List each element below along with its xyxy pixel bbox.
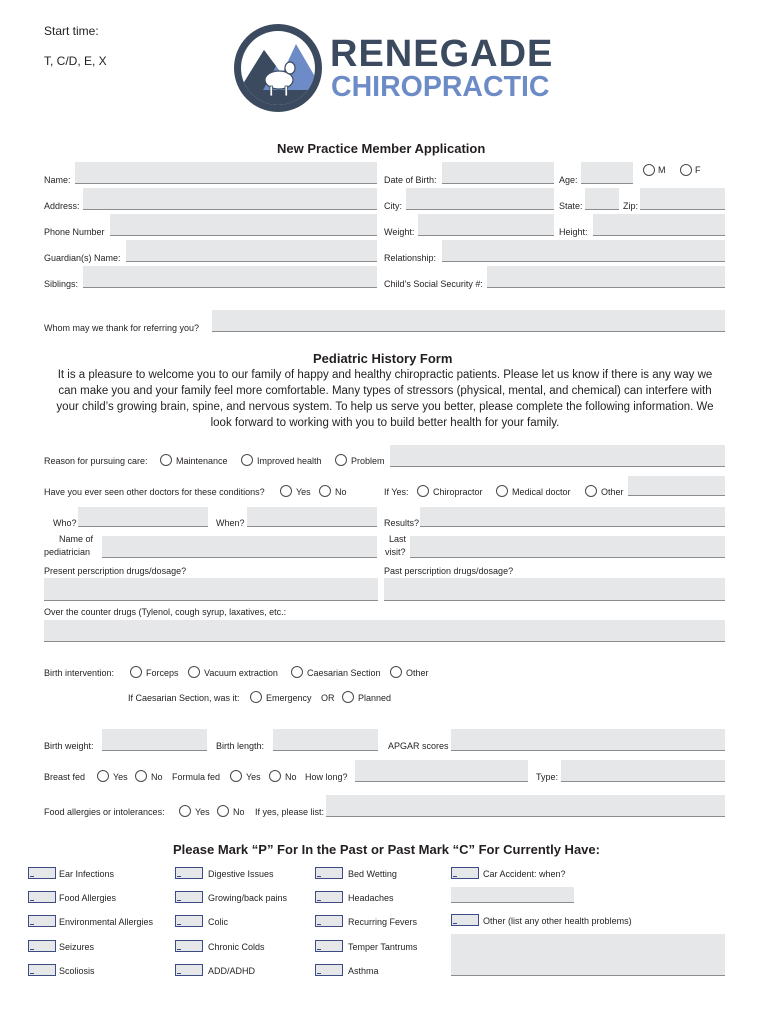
pediatrician-label-1: Name of <box>59 534 94 544</box>
condition-label: Scoliosis <box>59 966 95 976</box>
if-caesarian-label: If Caesarian Section, was it: <box>128 693 240 703</box>
condition-label: Food Allergies <box>59 893 117 903</box>
results-field[interactable] <box>420 507 725 527</box>
vacuum-label: Vacuum extraction <box>204 668 278 678</box>
formula-no-label: No <box>285 772 297 782</box>
condition-label: Headaches <box>348 893 394 903</box>
how-long-field[interactable] <box>355 760 528 782</box>
forceps-radio[interactable] <box>130 666 142 678</box>
city-field[interactable] <box>406 188 554 210</box>
other-doctor-field[interactable] <box>628 476 725 496</box>
condition-label: Environmental Allergies <box>59 917 154 927</box>
logo-wordmark-renegade: RENEGADE <box>330 33 554 75</box>
caesarian-label: Caesarian Section <box>307 668 381 678</box>
how-long-label: How long? <box>305 772 348 782</box>
city-label: City: <box>384 201 402 211</box>
name-field[interactable] <box>75 162 377 184</box>
start-time-label: Start time: <box>44 24 99 38</box>
guardian-field[interactable] <box>126 240 377 262</box>
type-label: Type: <box>536 772 559 782</box>
height-label: Height: <box>559 227 588 237</box>
type-field[interactable] <box>561 760 725 782</box>
apgar-field[interactable] <box>451 729 725 751</box>
who-label: Who? <box>53 518 77 528</box>
referral-label: Whom may we thank for referring you? <box>44 323 200 333</box>
growing-pains-checkbox[interactable] <box>175 891 203 903</box>
conditions-title: Please Mark “P” For In the Past or Past Mark “C” For Currently Have: <box>173 842 600 857</box>
or-label: OR <box>321 693 335 703</box>
allergy-yes-label: Yes <box>195 807 210 817</box>
maintenance-label: Maintenance <box>176 456 228 466</box>
birth-weight-field[interactable] <box>102 729 207 751</box>
age-label: Age: <box>559 175 578 185</box>
recurring-fevers-checkbox[interactable] <box>315 915 343 927</box>
when-field[interactable] <box>247 507 377 527</box>
improved-health-label: Improved health <box>257 456 322 466</box>
formula-no-radio[interactable] <box>269 770 281 782</box>
breast-yes-label: Yes <box>113 772 128 782</box>
present-rx-field[interactable] <box>44 578 378 601</box>
when-label: When? <box>216 518 245 528</box>
asthma-checkbox[interactable] <box>315 964 343 976</box>
allergy-yes-radio[interactable] <box>179 805 191 817</box>
food-allergies-checkbox[interactable] <box>28 891 56 903</box>
birth-other-radio[interactable] <box>390 666 402 678</box>
ssn-label: Child’s Social Security #: <box>384 279 483 289</box>
condition-label: Recurring Fevers <box>348 917 418 927</box>
relationship-label: Relationship: <box>384 253 437 263</box>
state-field[interactable] <box>585 188 619 210</box>
ear-infections-checkbox[interactable] <box>28 867 56 879</box>
pediatrician-label-2: pediatrician <box>44 547 91 557</box>
apgar-label: APGAR scores <box>388 741 449 751</box>
formula-yes-radio[interactable] <box>230 770 242 782</box>
phone-field[interactable] <box>110 214 377 236</box>
birth-other-label: Other <box>406 668 429 678</box>
car-accident-checkbox[interactable] <box>451 867 479 879</box>
siblings-label: Siblings: <box>44 279 79 289</box>
sex-f-label: F <box>695 165 701 175</box>
relationship-field[interactable] <box>442 240 725 262</box>
last-visit-label-2: visit? <box>385 547 406 557</box>
intro-line-3: your child’s growing brain, spine, and nervous system. To help us serve you better, please complete the following information. We <box>56 401 714 413</box>
name-label: Name: <box>44 175 71 185</box>
if-yes-list-label: If yes, please list: <box>255 807 325 817</box>
state-label: State: <box>559 201 583 211</box>
medical-doctor-radio[interactable] <box>496 485 508 497</box>
add-adhd-checkbox[interactable] <box>175 964 203 976</box>
past-rx-field[interactable] <box>384 578 725 601</box>
other-doctor-radio[interactable] <box>585 485 597 497</box>
intro-line-4: look forward to working with you to build better health for your family. <box>210 417 560 429</box>
birth-intervention-label: Birth intervention: <box>44 668 115 678</box>
improved-health-radio[interactable] <box>241 454 253 466</box>
condition-label: Ear Infections <box>59 869 115 879</box>
headaches-checkbox[interactable] <box>315 891 343 903</box>
scoliosis-checkbox[interactable] <box>28 964 56 976</box>
condition-label: Car Accident: when? <box>483 869 566 879</box>
vacuum-radio[interactable] <box>188 666 200 678</box>
condition-label: Colic <box>208 917 229 927</box>
condition-label: Other (list any other health problems) <box>483 916 632 926</box>
problem-label: Problem <box>351 456 385 466</box>
allergy-no-radio[interactable] <box>217 805 229 817</box>
breast-no-radio[interactable] <box>135 770 147 782</box>
seizures-checkbox[interactable] <box>28 940 56 952</box>
siblings-field[interactable] <box>83 266 377 288</box>
logo-wordmark-chiropractic: CHIROPRACTIC <box>331 71 550 103</box>
dob-field[interactable] <box>442 162 554 184</box>
sex-m-radio[interactable] <box>643 164 655 176</box>
problem-radio[interactable] <box>335 454 347 466</box>
otc-field[interactable] <box>44 620 725 642</box>
birth-length-field[interactable] <box>273 729 378 751</box>
allergy-list-field[interactable] <box>326 795 725 817</box>
planned-radio[interactable] <box>342 691 354 703</box>
present-rx-label: Present perscription drugs/dosage? <box>44 566 187 576</box>
maintenance-radio[interactable] <box>160 454 172 466</box>
bed-wetting-checkbox[interactable] <box>315 867 343 879</box>
problem-field[interactable] <box>390 445 725 467</box>
reason-label: Reason for pursuing care: <box>44 456 148 466</box>
breast-no-label: No <box>151 772 163 782</box>
intro-line-1: It is a pleasure to welcome you to our family of happy and healthy chiropractic patients. Please let us know if there is any way we <box>57 369 713 381</box>
environmental-allergies-checkbox[interactable] <box>28 915 56 927</box>
sex-f-radio[interactable] <box>680 164 692 176</box>
application-title: New Practice Member Application <box>277 141 486 156</box>
condition-label: Growing/back pains <box>208 893 288 903</box>
otc-label: Over the counter drugs (Tylenol, cough syrup, laxatives, etc.: <box>44 607 287 617</box>
birth-weight-label: Birth weight: <box>44 741 94 751</box>
car-accident-when-field[interactable] <box>451 887 574 903</box>
sex-m-label: M <box>658 165 666 175</box>
past-rx-label: Past perscription drugs/dosage? <box>384 566 514 576</box>
height-field[interactable] <box>593 214 725 236</box>
last-visit-label-1: Last <box>389 534 407 544</box>
last-visit-field[interactable] <box>410 536 725 558</box>
seen-no-radio[interactable] <box>319 485 331 497</box>
other-health-checkbox[interactable] <box>451 914 479 926</box>
seen-other-label: Have you ever seen other doctors for these conditions? <box>44 487 265 497</box>
guardian-label: Guardian(s) Name: <box>44 253 121 263</box>
age-field[interactable] <box>581 162 633 184</box>
caesarian-radio[interactable] <box>291 666 303 678</box>
planned-label: Planned <box>358 693 392 703</box>
allergy-no-label: No <box>233 807 245 817</box>
seen-yes-radio[interactable] <box>280 485 292 497</box>
weight-field[interactable] <box>418 214 554 236</box>
condition-label: ADD/ADHD <box>208 966 256 976</box>
seen-yes-label: Yes <box>296 487 311 497</box>
zip-field[interactable] <box>640 188 725 210</box>
colic-checkbox[interactable] <box>175 915 203 927</box>
condition-label: Asthma <box>348 966 379 976</box>
condition-label: Bed Wetting <box>348 869 397 879</box>
if-yes-label: If Yes: <box>384 487 409 497</box>
who-field[interactable] <box>78 507 208 527</box>
formula-yes-label: Yes <box>246 772 261 782</box>
intro-line-2: can make you and your family feel more comfortable. Many types of stressors (physical, mental, and chemical) can interfere with <box>58 385 712 397</box>
food-allergies-label: Food allergies or intolerances: <box>44 807 165 817</box>
formula-fed-label: Formula fed <box>172 772 221 782</box>
chiropractor-label: Chiropractor <box>433 487 483 497</box>
medical-doctor-label: Medical doctor <box>512 487 571 497</box>
other-health-field[interactable] <box>451 934 725 976</box>
digestive-issues-checkbox[interactable] <box>175 867 203 879</box>
condition-label: Temper Tantrums <box>348 942 418 952</box>
ssn-field[interactable] <box>487 266 725 288</box>
chronic-colds-checkbox[interactable] <box>175 940 203 952</box>
results-label: Results? <box>384 518 420 528</box>
birth-length-label: Birth length: <box>216 741 265 751</box>
chiropractor-radio[interactable] <box>417 485 429 497</box>
forceps-label: Forceps <box>146 668 179 678</box>
zip-label: Zip: <box>623 201 639 211</box>
condition-label: Seizures <box>59 942 95 952</box>
condition-label: Digestive Issues <box>208 869 274 879</box>
seen-no-label: No <box>335 487 347 497</box>
emergency-label: Emergency <box>266 693 312 703</box>
temper-tantrums-checkbox[interactable] <box>315 940 343 952</box>
other-doctor-label: Other <box>601 487 624 497</box>
breast-fed-label: Breast fed <box>44 772 86 782</box>
phone-label: Phone Number <box>44 227 105 237</box>
address-field[interactable] <box>83 188 377 210</box>
logo-emblem <box>232 22 324 114</box>
weight-label: Weight: <box>384 227 415 237</box>
condition-label: Chronic Colds <box>208 942 265 952</box>
address-label: Address: <box>44 201 80 211</box>
emergency-radio[interactable] <box>250 691 262 703</box>
referral-field[interactable] <box>212 310 725 332</box>
history-title: Pediatric History Form <box>313 351 453 366</box>
breast-yes-radio[interactable] <box>97 770 109 782</box>
dob-label: Date of Birth: <box>384 175 437 185</box>
visit-codes: T, C/D, E, X <box>44 54 107 68</box>
pediatrician-field[interactable] <box>102 536 377 558</box>
